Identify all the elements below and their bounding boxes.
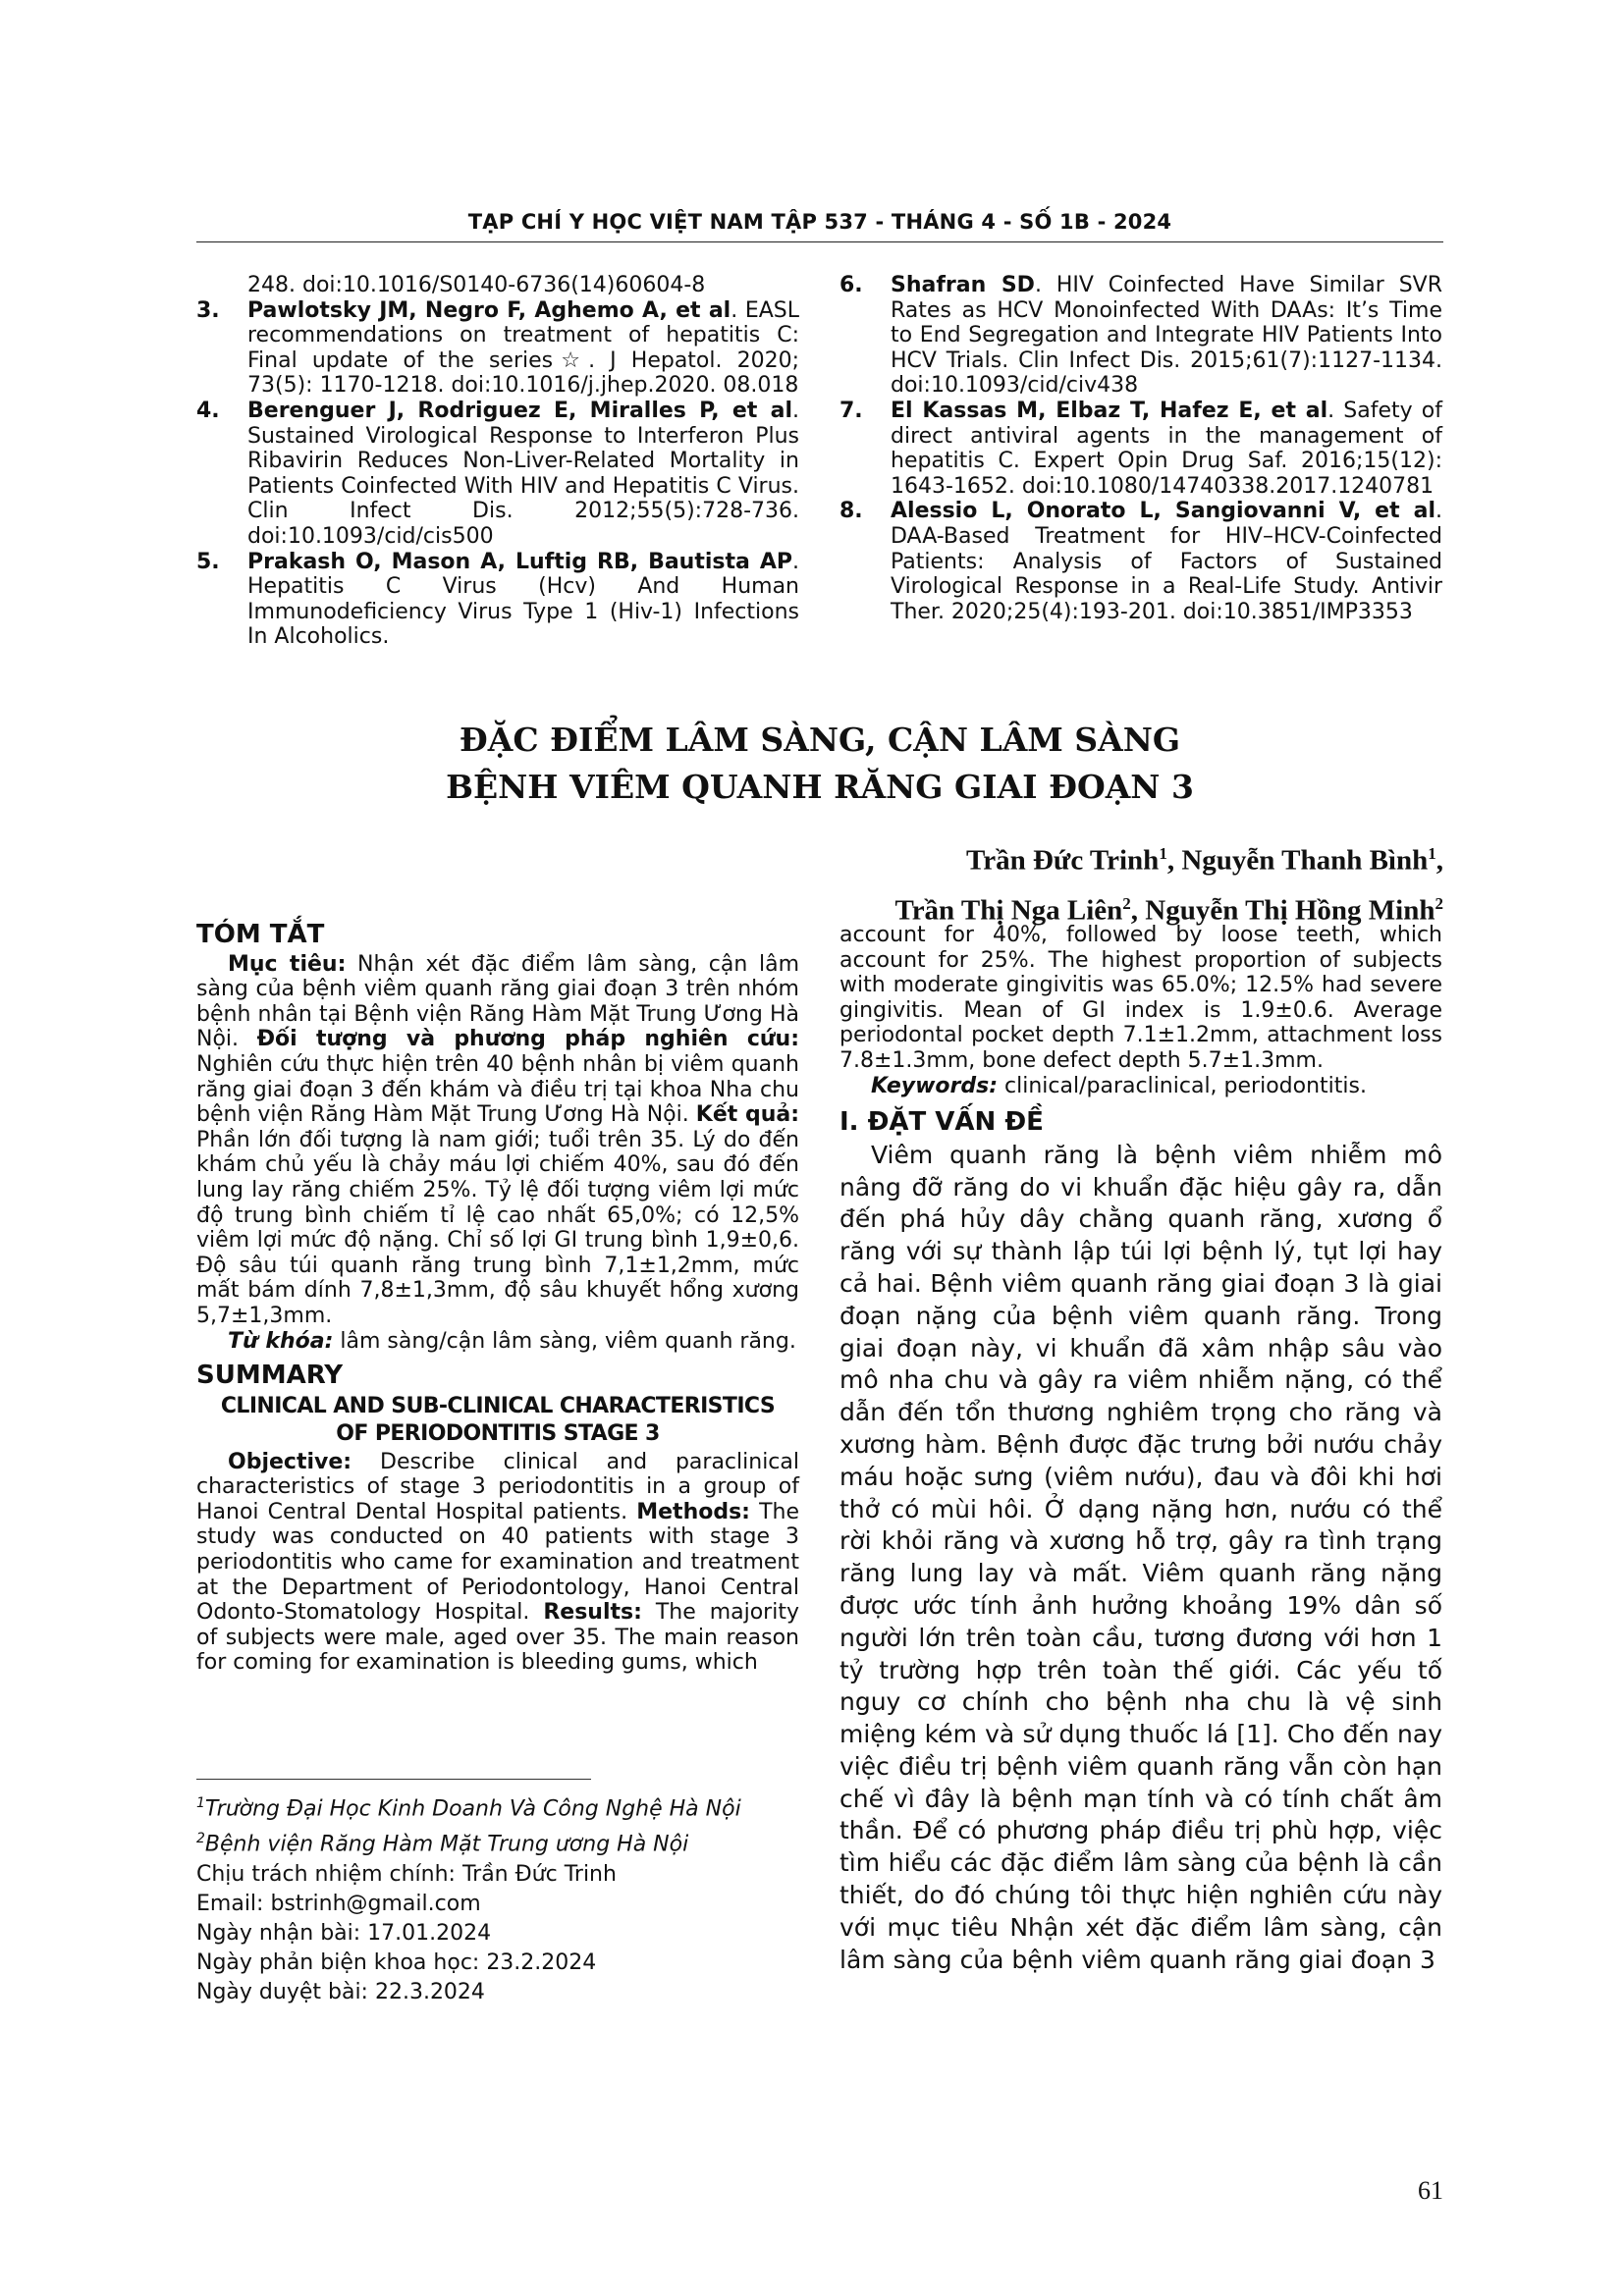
author-name: Trần Thị Nga Liên bbox=[894, 894, 1123, 927]
page-number: 61 bbox=[1418, 2176, 1443, 2205]
reference-text: . DAA-Based Treatment for HIV–HCV-Coinfected Patients: Analysis of Factors of Sustained Virological Response in a Real-Life Study. Antivir Ther. 2020;25(4):193-201. doi:10.3851/IMP3353 bbox=[891, 499, 1442, 624]
affiliation-footnote bbox=[196, 1824, 799, 1859]
reference-text: . Hepatitis C Virus (Hcv) And Human Immunodeficiency Virus Type 1 (Hiv-1) Infections In Alcoholics. bbox=[247, 549, 799, 650]
reference-number: 8. bbox=[839, 499, 863, 524]
keywords-text: lâm sàng/cận lâm sàng, viêm quanh răng. bbox=[333, 1328, 796, 1354]
reference-number: 3. bbox=[196, 297, 220, 323]
summary-continuation: account for 40%, followed by loose teeth, which account for 25%. The highest proportion of subjects with moderate gingivitis was 65.0%; 12.5% had severe gingivitis. Mean of GI index is 1.9±0.6. Average periodontal pocket depth 7.1±1.2mm, attachment loss 7.8±1.3mm, bone defect depth 5.7±1.3mm. bbox=[839, 923, 1442, 1073]
affiliation-number: 2 bbox=[196, 1831, 205, 1847]
keywords-text: clinical/paraclinical, periodontitis. bbox=[998, 1073, 1367, 1098]
results-text: The majority of subjects were male, aged over 35. The main reason for coming for examination is bleeding gums, which bbox=[196, 1600, 799, 1676]
methods-label: Methods: bbox=[636, 1499, 750, 1524]
affiliation-text: Bệnh viện Răng Hàm Mặt Trung ương Hà Nội bbox=[204, 1832, 689, 1857]
reference-item bbox=[196, 399, 799, 550]
reference-authors: El Kassas M, Elbaz T, Hafez E, et al bbox=[891, 398, 1328, 423]
reference-authors: Shafran SD bbox=[891, 273, 1035, 297]
author-separator: , bbox=[1130, 894, 1146, 927]
summary-heading: SUMMARY bbox=[196, 1361, 344, 1391]
summary-title bbox=[196, 1393, 799, 1448]
author-name: Nguyễn Thị Hồng Minh bbox=[1145, 894, 1435, 927]
section-heading: I. ĐẶT VẤN ĐỀ bbox=[839, 1107, 1044, 1138]
references-left-column bbox=[196, 273, 799, 650]
abstract-paragraph bbox=[196, 952, 799, 1329]
affiliation-mark: 1 bbox=[1428, 844, 1436, 863]
reference-item bbox=[196, 550, 799, 650]
reference-authors: Alessio L, Onorato L, Sangiovanni V, et al bbox=[891, 499, 1435, 524]
reference-text: . HIV Coinfected Have Similar SVR Rates as HCV Monoinfected With DAAs: It’s Time to End Segregation and Integrate HIV Patients Into HCV Trials. Clin Infect Dis. 2015;61(7):1127-1134. doi:10.1093/cid/civ438 bbox=[891, 273, 1443, 399]
author-separator: , bbox=[1166, 844, 1182, 877]
methods-text: The study was conducted on 40 patients with stage 3 periodontitis who came for examination and treatment at the Department of Periodontology, Hanoi Central Odonto-Stomatology Hospital. bbox=[196, 1499, 799, 1626]
header-rule bbox=[196, 241, 1443, 242]
reference-number: 6. bbox=[839, 273, 863, 297]
reference-number: 4. bbox=[196, 398, 220, 423]
summary-keywords bbox=[839, 1074, 1442, 1099]
affiliation-mark: 2 bbox=[1122, 893, 1131, 913]
methods-text: Nghiên cứu thực hiện trên 40 bệnh nhân bị viêm quanh răng giai đoạn 3 đến khám và điều trị tại khoa Nha chu bệnh viện Răng Hàm Mặt Trung Ương Hà Nội. bbox=[196, 1051, 799, 1128]
objective-text: Describe clinical and paraclinical characteristics of stage 3 periodontitis in a group of Hanoi Central Dental Hospital patients. bbox=[196, 1449, 799, 1524]
section-body: Viêm quanh răng là bệnh viêm nhiễm mô nâng đỡ răng do vi khuẩn đặc hiệu gây ra, dẫn đến phá hủy dây chằng quanh răng, xương ổ răng với sự thành lập túi lợi bệnh lý, tụt lợi hay cả hai. Bệnh viêm quanh răng giai đoạn 3 là giai đoạn nặng của bệnh viêm quanh răng. Trong giai đoạn này, vi khuẩn đã xâm nhập sâu vào mô nha chu và gây ra viêm nhiễm nặng, có thể dẫn đến tổn thương nghiêm trọng cho răng và xương hàm. Bệnh được đặc trưng bởi nướu chảy máu hoặc sưng (viêm nướu), đau và đôi khi hơi thở có mùi hôi. Ở dạng nặng hơn, nướu có thể rời khỏi răng và xương hỗ trợ, gây ra tình trạng răng lung lay và mất. Viêm quanh răng nặng được ước tính ảnh hưởng khoảng 19% dân số người lớn trên toàn cầu, tương đương với hơn 1 tỷ trường hợp trên toàn thế giới. Các yếu tố nguy cơ chính cho bệnh nha chu là vệ sinh miệng kém và sử dụng thuốc lá [1]. Cho đến nay việc điều trị bệnh viêm quanh răng vẫn còn hạn chế vì đây là bệnh mạn tính và có tính chất âm thần. Để có phương pháp điều trị phù hợp, việc tìm hiểu các đặc điểm lâm sàng của bệnh là cần thiết, do đó chúng tôi thực hiện nghiên cứu này với mục tiêu Nhận xét đặc điểm lâm sàng, cận lâm sàng của bệnh viêm quanh răng giai đoạn 3 bbox=[839, 1140, 1442, 1974]
reference-item bbox=[839, 499, 1442, 624]
summary-paragraph bbox=[196, 1450, 799, 1676]
objective-text: Nhận xét đặc điểm lâm sàng, cận lâm sàng của bệnh viêm quanh răng giai đoạn 3 trên nhóm bệnh nhân tại Bệnh viện Răng Hàm Mặt Trung Ương Hà Nội. bbox=[196, 951, 799, 1052]
article-title-line: BỆNH VIÊM QUANH RĂNG GIAI ĐOẠN 3 bbox=[446, 768, 1194, 806]
objective-label: Objective: bbox=[228, 1449, 352, 1474]
reference-authors: Berenguer J, Rodriguez E, Miralles P, et al bbox=[247, 398, 792, 423]
objective-label: Mục tiêu: bbox=[228, 951, 347, 977]
keywords-label: Từ khóa: bbox=[228, 1328, 334, 1354]
reference-item bbox=[839, 399, 1442, 499]
results-label: Results: bbox=[543, 1600, 642, 1626]
methods-label: Đối tượng và phương pháp nghiên cứu: bbox=[256, 1027, 799, 1052]
responsible-author: Chịu trách nhiệm chính: Trần Đức Trinh bbox=[196, 1861, 617, 1887]
reference-number: 7. bbox=[839, 398, 863, 423]
reference-continuation: 248. doi:10.1016/S0140-6736(14)60604-8 bbox=[247, 273, 706, 297]
results-label: Kết quả: bbox=[695, 1102, 800, 1128]
author-list bbox=[560, 832, 1443, 932]
abstract-heading: TÓM TẮT bbox=[196, 920, 325, 949]
affiliation-number: 1 bbox=[196, 1795, 205, 1811]
received-date: Ngày nhận bài: 17.01.2024 bbox=[196, 1920, 492, 1946]
footnotes bbox=[196, 1789, 799, 2007]
right-body-column bbox=[839, 923, 1442, 1976]
review-date: Ngày phản biện khoa học: 23.2.2024 bbox=[196, 1949, 597, 1975]
reference-authors: Pawlotsky JM, Negro F, Aghemo A, et al bbox=[247, 297, 731, 323]
accepted-date: Ngày duyệt bài: 22.3.2024 bbox=[196, 1979, 485, 2004]
affiliation-footnote bbox=[196, 1789, 799, 1824]
keywords-paragraph bbox=[196, 1329, 799, 1355]
author-name: Nguyễn Thanh Bình bbox=[1181, 844, 1429, 877]
summary-title-line: CLINICAL AND SUB-CLINICAL CHARACTERISTICS bbox=[220, 1393, 776, 1418]
author-name: Trần Đức Trinh bbox=[966, 844, 1160, 877]
references-right-column bbox=[839, 273, 1442, 624]
keywords-label: Keywords: bbox=[871, 1073, 999, 1098]
reference-text: . Safety of direct antiviral agents in the management of hepatitis C. Expert Opin Drug Saf. 2016;15(12): 1643-1652. doi:10.1080/14740338.2017.1240781 bbox=[891, 398, 1443, 499]
summary-title-line: OF PERIODONTITIS STAGE 3 bbox=[336, 1420, 660, 1446]
results-text: Phần lớn đối tượng là nam giới; tuổi trên 35. Lý do đến khám chủ yếu là chảy máu lợi chiếm 40%, sau đó đến lung lay răng chiếm 25%. Tỷ lệ đối tượng viêm lợi mức độ trung bình chiếm tỉ lệ cao nhất 65,0%; có 12,5% viêm lợi mức độ nặng. Chỉ số lợi GI trung bình 1,9±0,6. Độ sâu túi quanh răng trung bình 7,1±1,2mm, mức mất bám dính 7,8±1,3mm, độ sâu khuyết hổng xương 5,7±1,3mm. bbox=[196, 1127, 799, 1328]
affiliation-mark: 1 bbox=[1159, 844, 1167, 863]
reference-text: . EASL recommendations on treatment of hepatitis C: Final update of the series☆. J Hepatol. 2020; 73(5): 1170-1218. doi:10.1016/j.jhep.2020. 08.018 bbox=[247, 297, 799, 399]
affiliation-text: Trường Đại Học Kinh Doanh Và Công Nghệ Hà Nội bbox=[204, 1796, 741, 1822]
running-head: TẠP CHÍ Y HỌC VIỆT NAM TẬP 537 - THÁNG 4 - SỐ 1B - 2024 bbox=[467, 210, 1172, 234]
affiliation-mark: 2 bbox=[1435, 893, 1443, 913]
author-separator: , bbox=[1435, 844, 1443, 877]
author-line bbox=[560, 832, 1443, 882]
article-title-line: ĐẶC ĐIỂM LÂM SÀNG, CẬN LÂM SÀNG bbox=[459, 721, 1181, 759]
reference-item bbox=[196, 298, 799, 399]
reference-number: 5. bbox=[196, 549, 220, 574]
reference-item bbox=[839, 273, 1442, 399]
author-email: Email: bstrinh@gmail.com bbox=[196, 1891, 481, 1916]
reference-authors: Prakash O, Mason A, Luftig RB, Bautista AP bbox=[247, 549, 792, 574]
footnote-rule bbox=[196, 1779, 591, 1780]
reference-text: . Sustained Virological Response to Interferon Plus Ribavirin Reduces Non-Liver-Related Mortality in Patients Coinfected With HIV and Hepatitis C Virus. Clin Infect Dis. 2012;55(5):728-736. doi:10.1093/cid/cis500 bbox=[247, 398, 799, 549]
article-title bbox=[196, 717, 1443, 811]
left-body-column bbox=[196, 920, 800, 1676]
